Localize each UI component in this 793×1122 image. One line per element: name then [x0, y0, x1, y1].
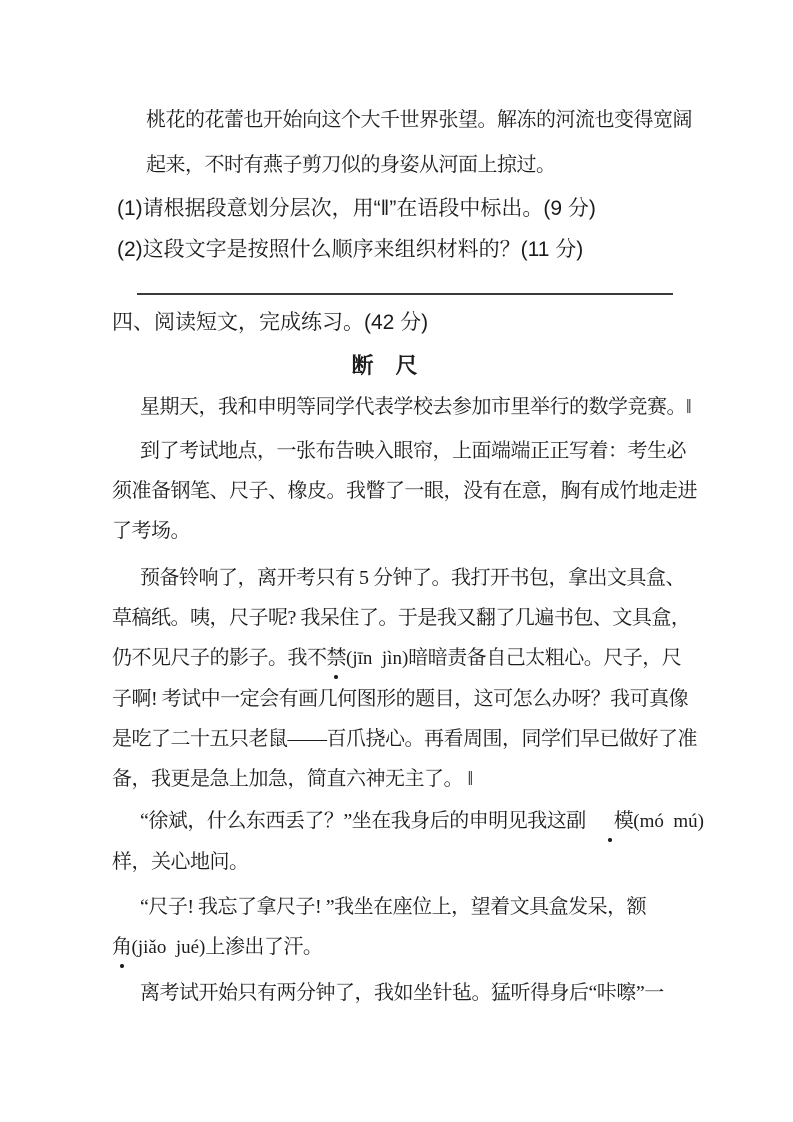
text-segment: “徐斌，什么东西丢了？”坐在我身后的申明见我这副 [140, 810, 586, 832]
passage-paragraph [112, 558, 698, 799]
emphasized-char: 模 [586, 801, 634, 841]
pinyin-annotation: (mó mú) [633, 811, 704, 832]
text-segment: 草稿纸。咦，尺子呢? 我呆住了。于是我又翻了几遍书包、文具盒， [112, 607, 691, 629]
text-line [112, 842, 698, 882]
text-line [112, 431, 698, 471]
passage-paragraph [112, 431, 698, 551]
text-line [112, 759, 698, 799]
text-segment: 了考场。 [112, 520, 190, 542]
text-segment: 到了考试地点，一张布告映入眼帘，上面端端正正写着：考生必 [140, 440, 686, 462]
text-line [112, 638, 698, 679]
text-line [112, 973, 698, 1013]
section-heading: 四、阅读短文，完成练习。(42 分) [112, 311, 429, 334]
pinyin-annotation: (jīn jìn) [346, 648, 409, 669]
emphasized-char: 角 [112, 927, 132, 967]
text-segment: 上渗出了汗。 [205, 936, 323, 958]
text-line [112, 801, 704, 842]
text-segment: 暗暗责备自己太粗心。尺子，尺 [408, 647, 682, 669]
text-segment: 子啊! 考试中一定会有画几何图形的题目，这可怎么办呀？我可真像 [112, 688, 689, 710]
passage-paragraph [112, 973, 698, 1013]
question-item-1: (1)请根据段意划分层次，用“‖”在语段中标出。(9 分) [117, 197, 596, 220]
text-segment: 样，关心地问。 [112, 851, 249, 873]
passage-paragraph [112, 387, 698, 427]
text-line [112, 598, 698, 638]
section-divider [137, 293, 673, 295]
text-line [146, 98, 698, 143]
text-line [112, 927, 698, 968]
text-segment: 桃花的花蕾也开始向这个大千世界张望。解冻的河流也变得宽阔 [146, 109, 692, 131]
text-segment: 仍不见尺子的影子。我不 [112, 647, 327, 669]
passage-paragraph [112, 801, 704, 882]
text-segment: 是吃了二十五只老鼠——百爪挠心。再看周围，同学们早已做好了准 [112, 728, 697, 750]
text-line [112, 887, 698, 927]
text-line [112, 471, 698, 511]
text-line [112, 511, 698, 551]
text-segment: 起来，不时有燕子剪刀似的身姿从河面上掠过。 [146, 154, 556, 176]
question-item-2: (2)这段文字是按照什么顺序来组织材料的？(11 分) [117, 238, 584, 261]
pinyin-annotation: (jiǎo jué) [131, 937, 206, 958]
text-segment: 预备铃响了，离开考只有 5 分钟了。我打开书包，拿出文具盒、 [140, 567, 685, 589]
passage-title: 断 尺 [351, 353, 418, 378]
text-line [112, 719, 698, 759]
text-line [112, 679, 698, 719]
text-segment: 离考试开始只有两分钟了，我如坐针毡。猛听得身后“咔嚓”一 [140, 982, 664, 1004]
text-line [112, 558, 698, 598]
text-segment: 备，我更是急上加急，简直六神无主了。 ‖ [112, 768, 473, 790]
emphasized-char: 禁 [327, 638, 347, 678]
text-segment: 星期天，我和申明等同学代表学校去参加市里举行的数学竞赛。‖ [140, 396, 692, 418]
text-line [146, 143, 698, 188]
text-line [112, 387, 698, 427]
text-segment: 须准备钢笔、尺子、橡皮。我瞥了一眼，没有在意，胸有成竹地走进 [112, 480, 697, 502]
text-segment: “尺子! 我忘了拿尺子! ”我坐在座位上，望着文具盒发呆，额 [140, 896, 647, 918]
passage-fragment [146, 98, 698, 188]
passage-paragraph [112, 887, 698, 968]
reading-passage [112, 387, 704, 1013]
